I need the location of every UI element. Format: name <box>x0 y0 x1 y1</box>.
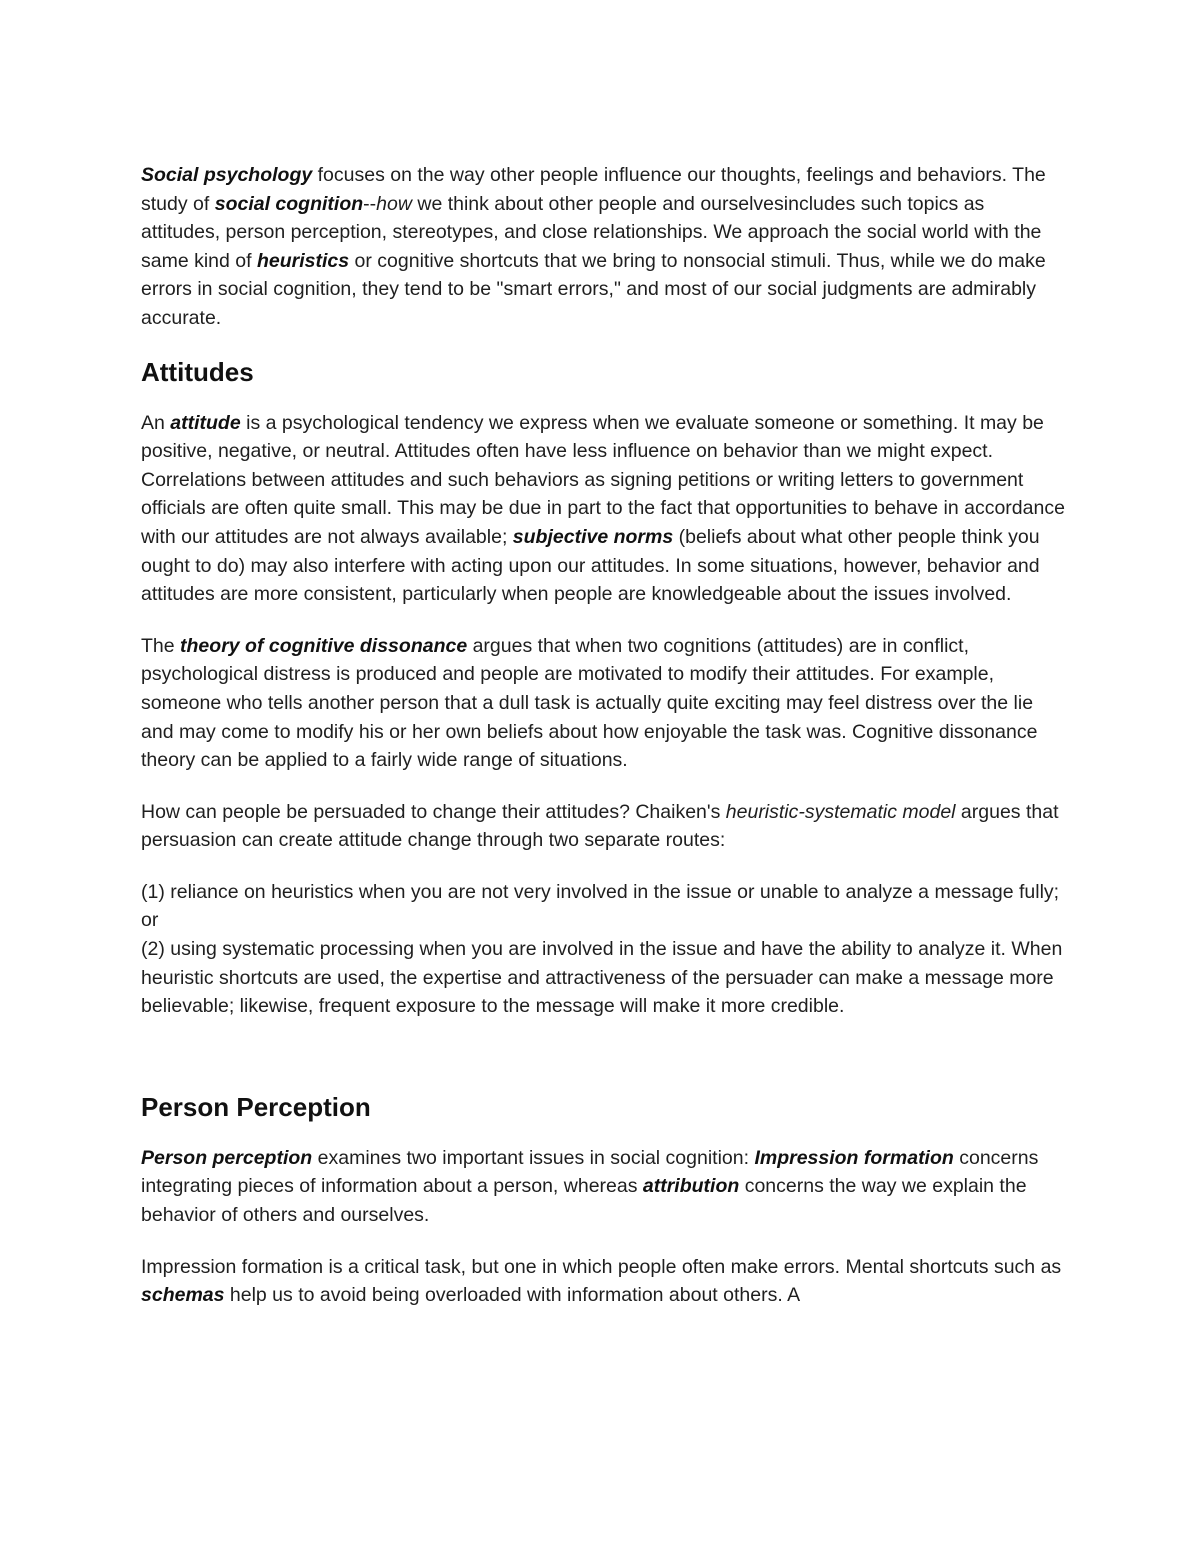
text-run: (beliefs about what other people think you ought to do) may also interfere with acting upon our attitudes. In some situations, however, behavior and attitudes are more consistent, particularly when people are knowledgeable about the issues involved. <box>141 525 1040 606</box>
text-run: argues that when two cognitions (attitudes) are in conflict, psychological distress is produced and people are motivated to modify their attitudes. For example, someone who tells another person that a dull task is actually quite exciting may feel distress over the lie and may come to modify his or her own beliefs about how enjoyable the task was. Cognitive dissonance theory can be applied to a fairly wide range of situations. <box>141 634 1038 772</box>
persuasion-paragraph <box>141 798 1066 855</box>
route-1: (1) reliance on heuristics when you are not very involved in the issue or unable to analyze a message fully; or <box>141 880 1060 932</box>
term-heuristics: heuristics <box>256 249 350 272</box>
impression-formation-paragraph <box>141 1253 1066 1310</box>
route-2: (2) using systematic processing when you are involved in the issue and have the ability to analyze it. When heuristic shortcuts are used, the expertise and attractiveness of the persuader can make a message more believable; likewise, frequent exposure to the message will make it more credible. <box>141 938 1063 1018</box>
term-social-cognition: social cognition <box>214 192 364 215</box>
term-subjective-norms: subjective norms <box>512 525 674 548</box>
text-run: The <box>141 634 181 657</box>
text-run: is a psychological tendency we express when we evaluate someone or something. It may be positive, negative, or neutral. Attitudes often have less influence on behavior than we might expect. Correlations between attitudes and such behaviors as signing petitions or writing letters to government officials are often quite small. This may be due in part to the fact that opportunities to behave in accordance with our attitudes are not always available; <box>141 411 1065 548</box>
term-social-psychology: Social psychology <box>141 164 313 186</box>
person-perception-paragraph <box>141 1144 1066 1230</box>
attitude-paragraph <box>141 409 1066 609</box>
text-run: -- <box>363 192 377 215</box>
text-run: An <box>141 411 171 434</box>
dissonance-paragraph <box>141 632 1066 775</box>
term-person-perception: Person perception <box>141 1146 313 1169</box>
text-run: we think about other people and ourselvesincludes such topics as attitudes, person perception, stereotypes, and close relationships. We approach the social world with the same kind of <box>141 192 1042 272</box>
term-attribution: attribution <box>642 1175 740 1198</box>
text-run: argues that persuasion can create attitude change through two separate routes: <box>141 800 1059 852</box>
term-impression-formation: Impression formation <box>754 1146 954 1169</box>
term-cognitive-dissonance: theory of cognitive dissonance <box>180 634 468 657</box>
text-run: concerns integrating pieces of information about a person, whereas <box>141 1146 1039 1198</box>
text-run: help us to avoid being overloaded with information about others. A <box>224 1284 801 1307</box>
heading-attitudes: Attitudes <box>141 356 254 387</box>
text-run: focuses on the way other people influence our thoughts, feelings and behaviors. The study of <box>141 164 1046 215</box>
text-run: How can people be persuaded to change their attitudes? Chaiken's <box>141 800 726 823</box>
term-how: how <box>376 192 412 215</box>
text-run: or cognitive shortcuts that we bring to nonsocial stimuli. Thus, while we do make errors in social cognition, they tend to be "smart errors," and most of our social judgments are admirably accurate. <box>141 249 1046 329</box>
intro-paragraph <box>141 161 1066 333</box>
text-run: Impression formation is a critical task, but one in which people often make errors. Mental shortcuts such as <box>141 1255 1062 1278</box>
term-attitude: attitude <box>170 411 241 434</box>
term-heuristic-systematic-model: heuristic-systematic model <box>725 800 956 823</box>
term-schemas: schemas <box>141 1284 225 1307</box>
document-page <box>141 161 1066 1333</box>
text-run: concerns the way we explain the behavior of others and ourselves. <box>141 1175 1027 1227</box>
heading-person-perception: Person Perception <box>141 1091 371 1122</box>
text-run: examines two important issues in social cognition: <box>312 1146 755 1169</box>
